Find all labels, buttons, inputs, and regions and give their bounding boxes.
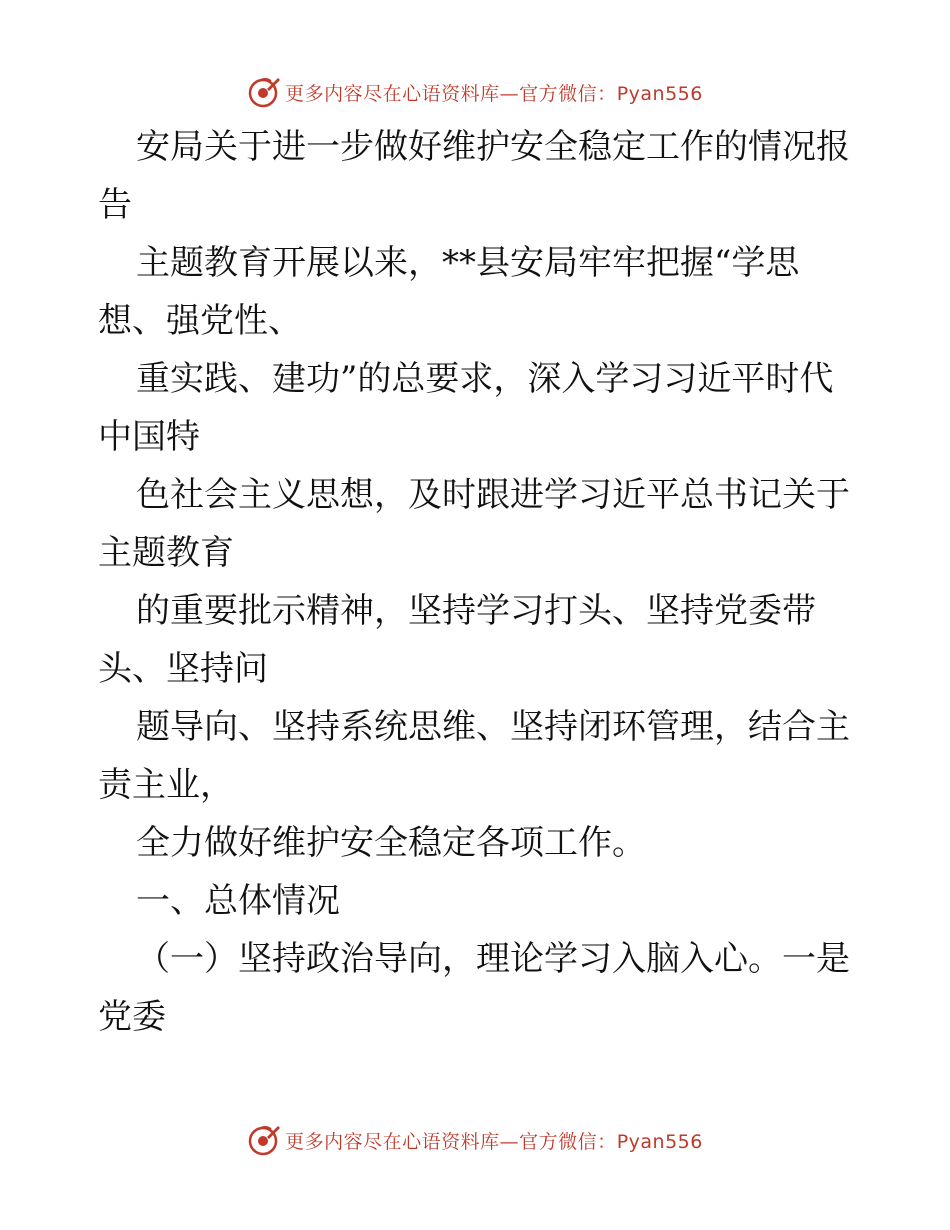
logo-icon xyxy=(247,75,281,109)
doc-line: 色社会主义思想，及时跟进学习近平总书记关于 xyxy=(136,475,850,515)
logo-icon xyxy=(247,1123,281,1157)
header-watermark xyxy=(0,72,950,112)
doc-line: 党委 xyxy=(98,997,166,1037)
doc-line: 主题教育 xyxy=(98,533,234,573)
doc-line: （一）坚持政治导向，理论学习入脑入心。一是 xyxy=(136,939,850,979)
footer-watermark xyxy=(0,1120,950,1160)
doc-line: 告 xyxy=(98,185,132,225)
doc-line: 题导向、坚持系统思维、坚持闭环管理，结合主 xyxy=(136,707,850,747)
doc-line: 的重要批示精神，坚持学习打头、坚持党委带 xyxy=(136,591,816,631)
doc-line: 头、坚持问 xyxy=(98,649,268,689)
doc-line: 想、强党性、 xyxy=(98,301,302,341)
document-body xyxy=(98,118,858,1046)
doc-line: 全力做好维护安全稳定各项工作。 xyxy=(136,823,646,863)
watermark-text: 更多内容尽在心语资料库—官方微信：Pyan556 xyxy=(285,1130,703,1153)
doc-line: 责主业， xyxy=(98,765,234,805)
doc-line: 安局关于进一步做好维护安全稳定工作的情况报 xyxy=(136,127,850,167)
doc-line: 主题教育开展以来，**县安局牢牢把握“学思 xyxy=(136,243,800,283)
section-heading: 一、总体情况 xyxy=(136,881,340,921)
doc-line: 重实践、建功”的总要求，深入学习习近平时代 xyxy=(136,359,834,399)
doc-line: 中国特 xyxy=(98,417,200,457)
watermark-text: 更多内容尽在心语资料库—官方微信：Pyan556 xyxy=(285,82,703,105)
